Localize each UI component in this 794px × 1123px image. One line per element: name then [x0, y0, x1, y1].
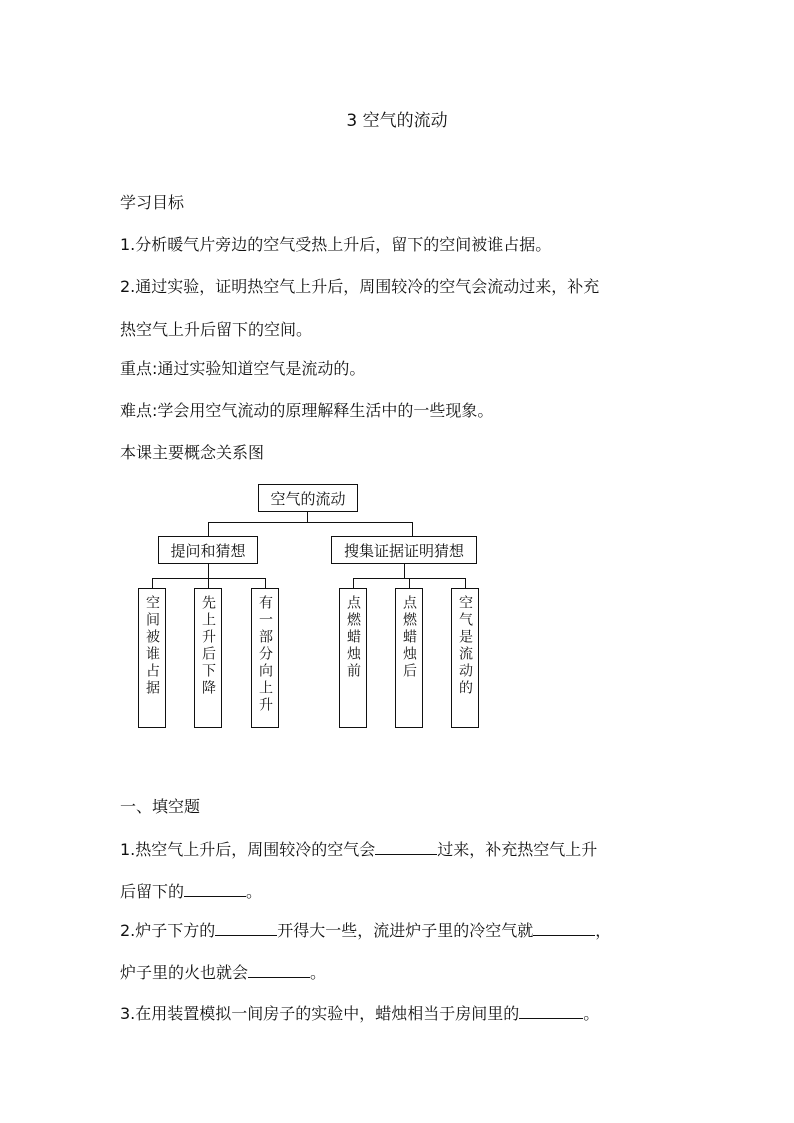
q2-text-a: 2.炉子下方的	[120, 921, 216, 940]
difficulty: 难点:学会用空气流动的原理解释生活中的一些现象。	[120, 401, 494, 420]
q1-text-a: 1.热空气上升后，周围较冷的空气会	[120, 840, 376, 859]
leaf-rise-then-fall: 先上升后下降	[194, 588, 222, 728]
connector	[412, 522, 413, 536]
answer-blank[interactable]	[519, 1002, 583, 1019]
connector	[265, 578, 266, 588]
connector	[409, 578, 410, 588]
connector	[208, 522, 413, 523]
page-title: 3 空气的流动	[346, 111, 448, 131]
answer-blank[interactable]	[375, 838, 437, 855]
leaf-after-lighting: 点燃蜡烛后	[395, 588, 423, 728]
answer-blank[interactable]	[533, 919, 595, 936]
answer-blank[interactable]	[215, 919, 277, 936]
question-3	[120, 1001, 599, 1024]
connector	[353, 578, 354, 588]
q3-text-b: 。	[583, 1004, 600, 1023]
leaf-before-lighting: 点燃蜡烛前	[339, 588, 367, 728]
concept-map-heading: 本课主要概念关系图	[120, 443, 265, 462]
q2-text-d: 炉子里的火也就会	[120, 963, 249, 982]
connector	[208, 578, 209, 588]
connector	[152, 578, 266, 579]
branch-evidence: 搜集证据证明猜想	[331, 536, 477, 564]
objectives-heading: 学习目标	[120, 193, 185, 212]
connector	[152, 578, 153, 588]
leaf-space-occupied: 空间被谁占据	[138, 588, 166, 728]
key-point: 重点:通过实验知道空气是流动的。	[120, 359, 366, 378]
question-2-line1	[120, 918, 611, 941]
q2-text-c: ，	[595, 921, 612, 940]
q1-text-c: 后留下的	[120, 882, 185, 901]
branch-guess: 提问和猜想	[158, 536, 258, 564]
connector	[307, 512, 308, 522]
q2-text-e: 。	[310, 963, 327, 982]
question-1-line1	[120, 837, 597, 860]
leaf-part-rises: 有一部分向上升	[251, 588, 279, 728]
concept-root: 空气的流动	[258, 484, 358, 512]
connector	[404, 564, 405, 578]
answer-blank[interactable]	[248, 961, 310, 978]
question-1-line2	[120, 879, 262, 902]
objective-2-line2: 热空气上升后留下的空间。	[120, 320, 313, 339]
q1-text-d: 。	[246, 882, 263, 901]
answer-blank[interactable]	[184, 880, 246, 897]
connector	[208, 522, 209, 536]
connector	[465, 578, 466, 588]
q2-text-b: 开得大一些，流进炉子里的冷空气就	[277, 921, 534, 940]
leaf-air-flows: 空气是流动的	[451, 588, 479, 728]
q1-text-b: 过来，补充热空气上升	[437, 840, 598, 859]
objective-2-line1: 2.通过实验，证明热空气上升后，周围较冷的空气会流动过来，补充	[120, 277, 600, 296]
section1-heading: 一、填空题	[120, 797, 201, 816]
connector	[208, 564, 209, 578]
question-2-line2	[120, 960, 326, 983]
q3-text-a: 3.在用装置模拟一间房子的实验中，蜡烛相当于房间里的	[120, 1004, 520, 1023]
objective-1: 1.分析暖气片旁边的空气受热上升后，留下的空间被谁占据。	[120, 235, 552, 254]
